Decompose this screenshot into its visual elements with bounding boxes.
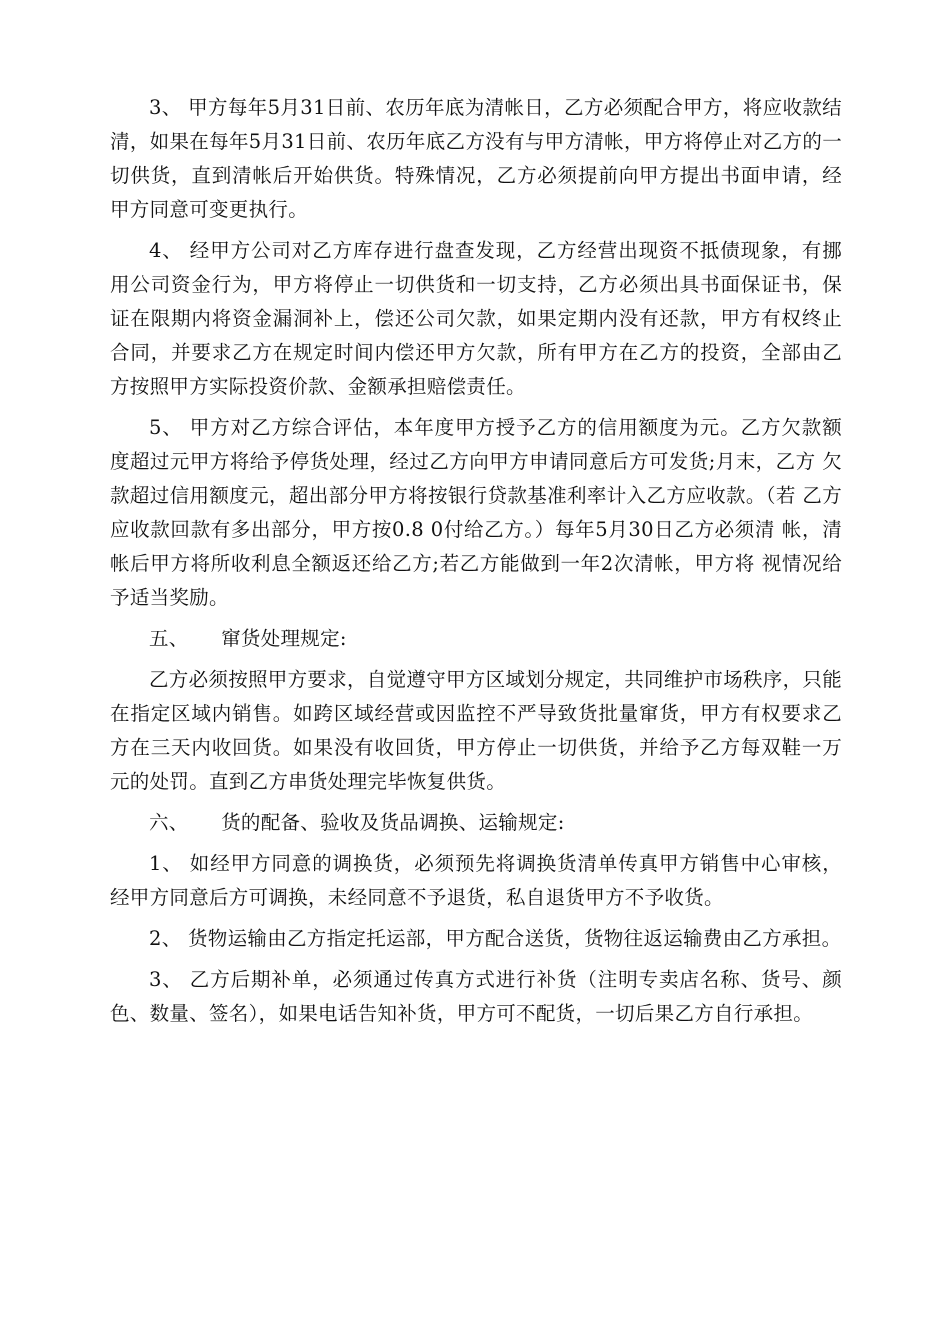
clause-5-credit-limit: 5、 甲方对乙方综合评估，本年度甲方授予乙方的信用额度为元。乙方欠款额 度超过元甲方将给予停货处理，经过乙方向甲方申请同意后方可发货;月末，乙方 欠款超过信用额度元，超出部分甲方将按银行贷款基准利率计入乙方应收款。（若 乙方应收款回款有多出部分，甲方按0.8 0付给乙方。）每年5月30日乙方必须清 帐，清帐后甲方将所收利息全额返还给乙方;若乙方能做到一年2次清帐，甲方将 视情况给予适当奖励。 xyxy=(110,416,842,609)
section-6-item-1: 1、 如经甲方同意的调换货，必须预先将调换货清单传真甲方销售中心审核， 经甲方同意后方可调换，未经同意不予退货，私自退货甲方不予收货。 xyxy=(110,852,842,909)
section-5-heading: 五、 窜货处理规定: xyxy=(149,627,347,650)
document-page xyxy=(110,91,842,1038)
section-6-item-3: 3、 乙方后期补单，必须通过传真方式进行补货（注明专卖店名称、货号、颜 色、数量、签名），如果电话告知补货，甲方可不配货，一切后果乙方自行承担。 xyxy=(110,968,842,1025)
section-6-heading: 六、 货的配备、验收及货品调换、运输规定: xyxy=(149,811,565,834)
section-5-body: 乙方必须按照甲方要求，自觉遵守甲方区域划分规定，共同维护市场秩序，只能在指定区域内销售。如跨区域经营或因监控不严导致货批量窜货，甲方有权要求乙方在三天内收回货。如果没有收回货，甲方停止一切供货，并给予乙方每双鞋一万元的处罚。直到乙方串货处理完毕恢复供货。 xyxy=(110,668,843,793)
clause-4-inventory-audit: 4、 经甲方公司对乙方库存进行盘查发现，乙方经营出现资不抵债现象，有挪 用公司资金行为，甲方将停止一切供货和一切支持，乙方必须出具书面保证书，保 证在限期内将资金漏洞补上，偿还公司欠款，如果定期内没有还款，甲方有权终止 合同，并要求乙方在规定时间内偿还甲方欠款，所有甲方在乙方的投资，全部由乙 方按照甲方实际投资价款、金额承担赔偿责任。 xyxy=(110,239,842,398)
clause-3-settlement: 3、 甲方每年5月31日前、农历年底为清帐日，乙方必须配合甲方，将应收款结清，如果在每年5月31日前、农历年底乙方没有与甲方清帐，甲方将停止对乙方的一切供货，直到清帐后开始供货。特殊情况，乙方必须提前向甲方提出书面申请，经甲方同意可变更执行。 xyxy=(110,96,842,221)
section-6-item-2: 2、 货物运输由乙方指定托运部，甲方配合送货，货物往返运输费由乙方承担。 xyxy=(149,927,842,950)
